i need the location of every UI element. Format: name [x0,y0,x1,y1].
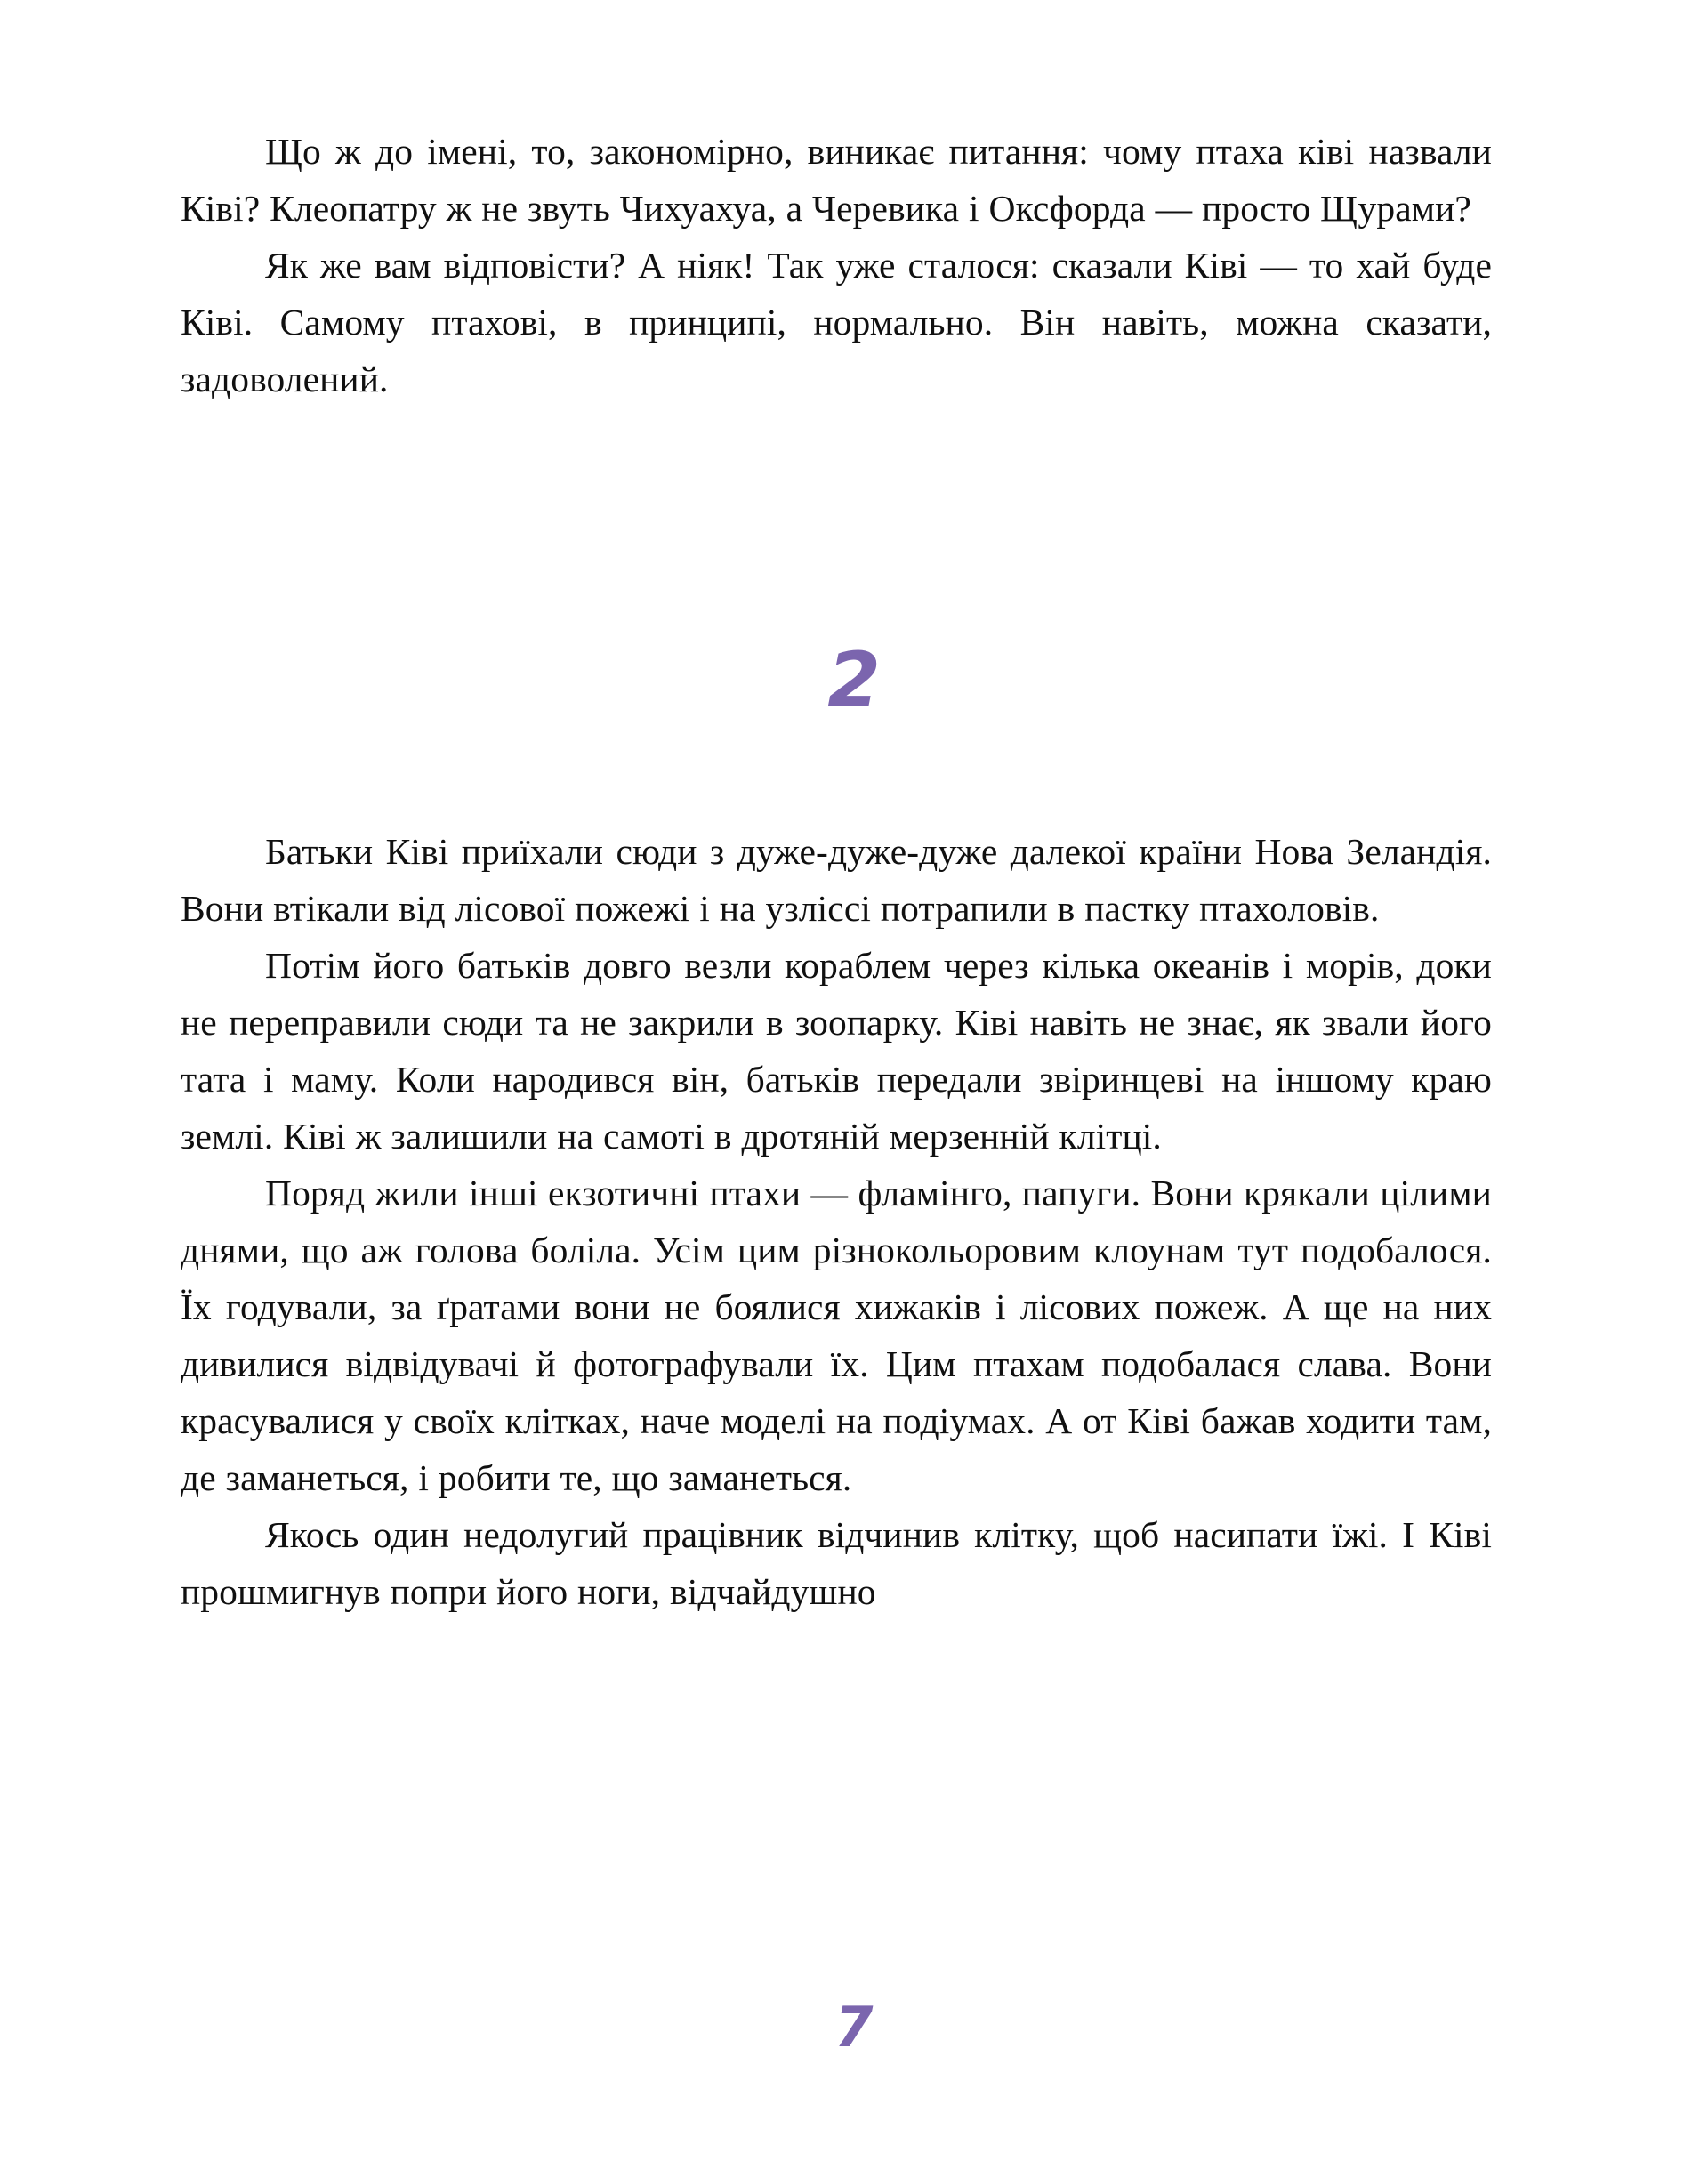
page-number: 7 [834,1995,874,2060]
body-text-lower [181,823,1492,1620]
paragraph: Потім його батьків довго везли кораблем через кілька океанів і морів, доки не переправили сюди та не закрили в зоопарку. Ківі навіть не знає, як звали його тата і маму. Коли народився він, батьків передали звіринцеві на іншому краю землі. Ківі ж залишили на самоті в дротяній мерзенній клітці. [181,945,1492,1157]
paragraph: Що ж до імені, то, закономірно, виникає питання: чому птаха ківі назвали Ківі? Клеопатру ж не звуть Чихуахуа, а Черевика і Оксфорда — просто Щурами? [181,131,1492,229]
paragraph: Як же вам відповісти? А ніяк! Так уже сталося: сказали Ківі — то хай буде Ківі. Самому птахові, в принципі, нормально. Він навіть, можна сказати, задоволений. [181,245,1492,399]
paragraph: Поряд жили інші екзотичні птахи — фламінго, папуги. Вони крякали цілими днями, що аж голова боліла. Усім цим різнокольоровим клоунам тут подобалося. Їх годували, за ґратами вони не боялися хижаків і лісових пожеж. А ще на них дивилися відвідувачі й фотографували їх. Цим птахам подобалася слава. Вони красувалися у своїх клітках, наче моделі на подіумах. А от Ківі бажав ходити там, де заманеться, і робити те, що заманеться. [181,1173,1492,1498]
paragraph: Якось один недолугий працівник відчинив клітку, щоб насипати їжі. І Ківі прошмигнув попри його ноги, відчайдушно [181,1514,1492,1612]
chapter-number: 2 [827,636,881,725]
paragraph: Батьки Ківі приїхали сюди з дуже-дуже-дуже далекої країни Нова Зеландія. Вони втікали від лісової пожежі і на узліссі потрапили в пастку птахоловів. [181,831,1492,929]
body-text-upper [181,123,1492,407]
